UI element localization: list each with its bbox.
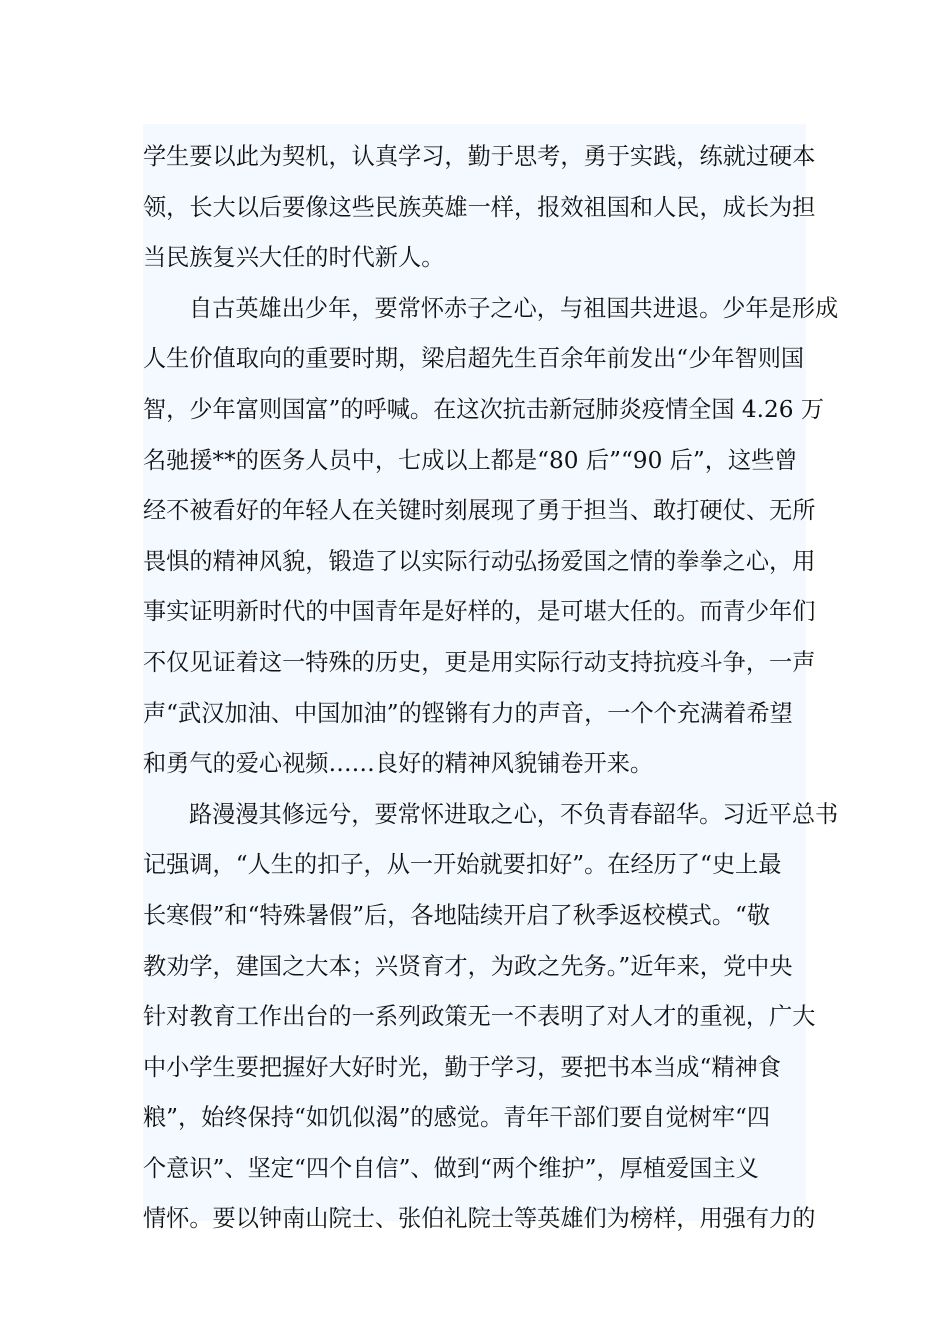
text-line: 人生价值取向的重要时期，梁启超先生百余年前发出“少年智则国 — [143, 345, 805, 373]
paragraph-start-line: 路漫漫其修远兮，要常怀进取之心，不负青春韶华。习近平总书 — [189, 800, 839, 828]
text-line: 粮”，始终保持“如饥似渴”的感觉。青年干部们要自觉树牢“四 — [143, 1104, 771, 1132]
text-line: 经不被看好的年轻人在关键时刻展现了勇于担当、敢打硬仗、无所 — [143, 497, 816, 525]
text-line: 事实证明新时代的中国青年是好样的，是可堪大任的。而青少年们 — [143, 598, 816, 626]
text-line: 情怀。要以钟南山院士、张伯礼院士等英雄们为榜样，用强有力的 — [143, 1205, 816, 1233]
text-line: 声“武汉加油、中国加油”的铿锵有力的声音，一个个充满着希望 — [143, 699, 793, 727]
body-text-block — [143, 124, 839, 1233]
text-line: 中小学生要把握好大好时光，勤于学习，要把书本当成“精神食 — [143, 1053, 781, 1081]
text-line: 针对教育工作出台的一系列政策无一不表明了对人才的重视，广大 — [143, 1003, 816, 1031]
text-line: 记强调，“人生的扣子，从一开始就要扣好”。在经历了“史上最 — [143, 851, 782, 879]
text-line: 领，长大以后要像这些民族英雄一样，报效祖国和人民，成长为担 — [143, 193, 816, 221]
text-line: 智，少年富则国富”的呼喊。在这次抗击新冠肺炎疫情全国 4.26 万 — [143, 395, 825, 423]
paragraph-start-line: 自古英雄出少年，要常怀赤子之心，与祖国共进退。少年是形成 — [189, 294, 839, 322]
text-line: 个意识”、坚定“四个自信”、做到“两个维护”，厚植爱国主义 — [143, 1154, 759, 1182]
text-line: 不仅见证着这一特殊的历史，更是用实际行动支持抗疫斗争，一声 — [143, 648, 816, 676]
text-line: 名驰援**的医务人员中，七成以上都是“80 后”“90 后”，这些曾 — [143, 446, 798, 474]
text-line: 教劝学，建国之大本；兴贤育才，为政之先务。”近年来，党中央 — [143, 952, 793, 980]
text-line: 学生要以此为契机，认真学习，勤于思考，勇于实践，练就过硬本 — [143, 143, 816, 170]
text-line: 畏惧的精神风貌，锻造了以实际行动弘扬爱国之情的拳拳之心，用 — [143, 547, 816, 575]
text-line: 长寒假”和“特殊暑假”后，各地陆续开启了秋季返校模式。“敬 — [143, 901, 771, 929]
text-line: 和勇气的爱心视频……良好的精神风貌铺卷开来。 — [143, 750, 654, 778]
text-line: 当民族复兴大任的时代新人。 — [143, 244, 445, 272]
